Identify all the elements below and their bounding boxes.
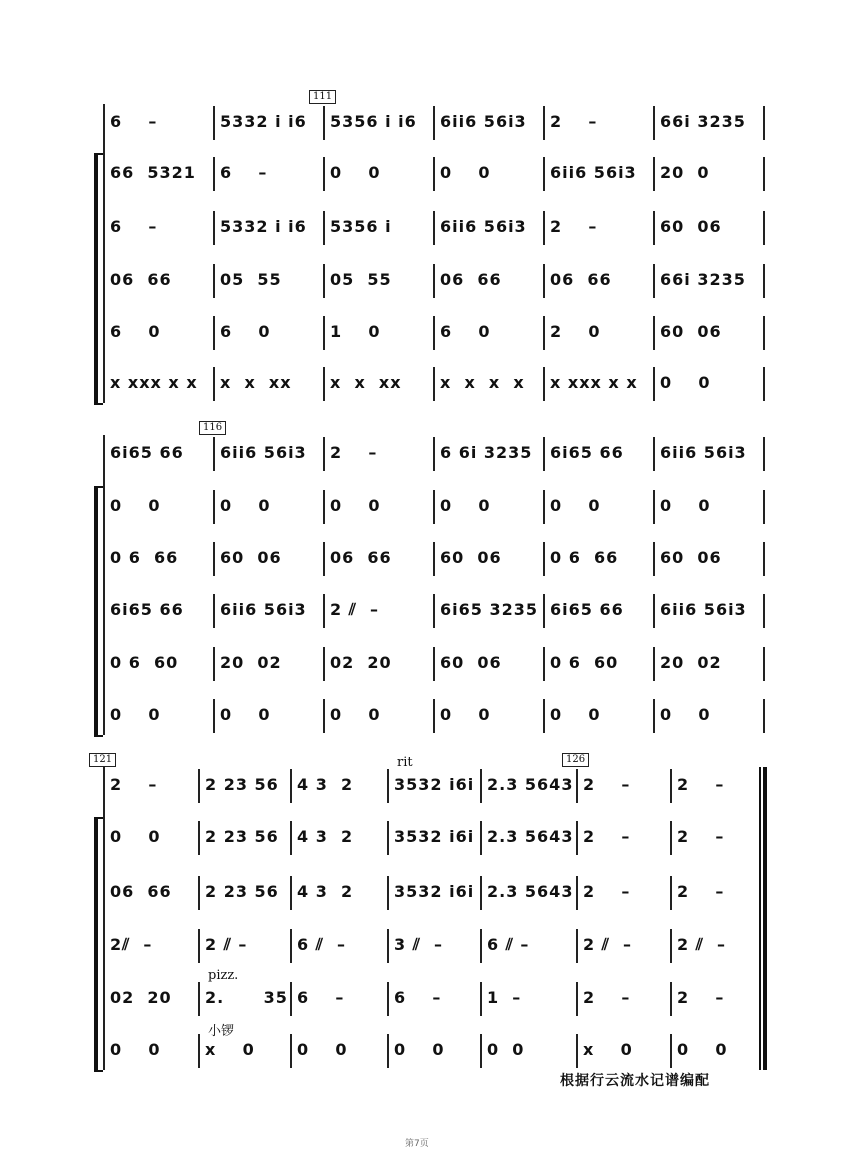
barline	[653, 316, 655, 350]
note-cell: 1 0	[330, 322, 381, 341]
note-cell: 2 0	[550, 322, 601, 341]
note-cell: 0 0	[394, 1040, 445, 1059]
barline	[323, 367, 325, 401]
note-cell: 60 06	[660, 217, 722, 236]
barline	[323, 542, 325, 576]
barline	[387, 1034, 389, 1068]
barline	[290, 1034, 292, 1068]
note-cell: 0 0	[660, 496, 711, 515]
note-cell: 0 0	[330, 496, 381, 515]
note-cell: 66i 3235	[660, 270, 746, 289]
note-cell: x x xx	[330, 373, 402, 392]
barline	[433, 211, 435, 245]
rehearsal-mark: 111	[309, 90, 336, 104]
barline	[323, 594, 325, 628]
note-cell: 2 23 56	[205, 775, 279, 794]
barline	[576, 982, 578, 1016]
rehearsal-mark: 116	[199, 421, 226, 435]
final-barline-thick	[763, 767, 767, 1070]
barline	[670, 821, 672, 855]
annotation: 小锣	[208, 1024, 235, 1039]
barline	[763, 542, 765, 576]
barline	[213, 647, 215, 681]
arrangement-credit: 根据行云流水记谱编配	[560, 1073, 710, 1089]
note-cell: 66i 3235	[660, 112, 746, 131]
note-cell: 5332 i i6	[220, 217, 307, 236]
barline	[763, 157, 765, 191]
note-cell: 2 –	[677, 882, 725, 901]
barline	[433, 316, 435, 350]
barline	[480, 821, 482, 855]
barline	[290, 821, 292, 855]
barline	[670, 769, 672, 803]
note-cell: 0 0	[330, 163, 381, 182]
note-cell: 0 6 60	[110, 653, 179, 672]
page-number: 第7页	[405, 1139, 429, 1149]
note-cell: 6 0	[220, 322, 271, 341]
note-cell: 2 23 56	[205, 827, 279, 846]
note-cell: 4 3 2	[297, 882, 354, 901]
note-cell: 6 ⫽ –	[487, 935, 530, 954]
note-cell: 6 0	[110, 322, 161, 341]
note-cell: 0 0	[220, 496, 271, 515]
barline	[213, 106, 215, 140]
barline	[198, 821, 200, 855]
note-cell: 0 0	[110, 1040, 161, 1059]
note-cell: 2.3 5643	[487, 827, 574, 846]
barline	[433, 106, 435, 140]
note-cell: 0 0	[440, 705, 491, 724]
note-cell: 6ii6 56i3	[440, 112, 527, 131]
barline	[433, 594, 435, 628]
barline	[670, 876, 672, 910]
note-cell: 3532 i6i	[394, 827, 475, 846]
barline	[653, 211, 655, 245]
barline	[213, 490, 215, 524]
note-cell: 0 0	[110, 496, 161, 515]
note-cell: 6ii6 56i3	[660, 443, 747, 462]
barline	[323, 157, 325, 191]
note-cell: 2 ⫽ –	[330, 600, 379, 619]
note-cell: 6 6i 3235	[440, 443, 533, 462]
barline	[480, 982, 482, 1016]
barline	[653, 647, 655, 681]
note-cell: 60 06	[440, 653, 502, 672]
note-cell: 2 ⫽ –	[583, 935, 632, 954]
barline	[213, 316, 215, 350]
barline	[670, 929, 672, 963]
note-cell: 6ii6 56i3	[440, 217, 527, 236]
barline	[433, 264, 435, 298]
note-cell: 6 ⫽ –	[297, 935, 346, 954]
barline	[433, 542, 435, 576]
barline	[198, 769, 200, 803]
note-cell: 2 –	[550, 112, 598, 131]
note-cell: 2 –	[677, 775, 725, 794]
barline	[433, 490, 435, 524]
barline	[198, 876, 200, 910]
barline	[480, 876, 482, 910]
barline	[387, 821, 389, 855]
note-cell: 0 6 66	[550, 548, 619, 567]
annotation: pizz.	[208, 968, 239, 983]
note-cell: 2 23 56	[205, 882, 279, 901]
barline	[213, 542, 215, 576]
note-cell: 2 –	[677, 827, 725, 846]
note-cell: x x xx	[220, 373, 292, 392]
note-cell: 0 0	[110, 705, 161, 724]
note-cell: 6i65 66	[550, 443, 624, 462]
barline	[213, 264, 215, 298]
note-cell: x xxx x x	[550, 373, 638, 392]
note-cell: 6 –	[110, 112, 158, 131]
barline	[198, 1034, 200, 1068]
note-cell: 2 –	[550, 217, 598, 236]
barline	[763, 490, 765, 524]
barline	[543, 437, 545, 471]
note-cell: 0 0	[660, 373, 711, 392]
note-cell: 2.3 5643	[487, 775, 574, 794]
barline	[576, 821, 578, 855]
note-cell: 4 3 2	[297, 827, 354, 846]
barline	[433, 647, 435, 681]
barline	[433, 367, 435, 401]
barline	[323, 316, 325, 350]
note-cell: 06 66	[330, 548, 392, 567]
barline	[323, 211, 325, 245]
barline	[576, 769, 578, 803]
note-cell: x x x x	[440, 373, 525, 392]
barline	[763, 211, 765, 245]
staff-bracket	[94, 486, 98, 737]
note-cell: 0 0	[550, 496, 601, 515]
note-cell: 06 66	[550, 270, 612, 289]
barline	[763, 106, 765, 140]
barline	[543, 316, 545, 350]
note-cell: 0 0	[220, 705, 271, 724]
barline	[543, 367, 545, 401]
note-cell: 0 0	[550, 705, 601, 724]
barline	[480, 769, 482, 803]
staff-bracket	[94, 153, 98, 405]
barline	[543, 264, 545, 298]
note-cell: 0 0	[297, 1040, 348, 1059]
note-cell: 20 0	[660, 163, 710, 182]
barline	[763, 367, 765, 401]
barline	[653, 264, 655, 298]
note-cell: 6 –	[220, 163, 268, 182]
barline	[653, 699, 655, 733]
note-cell: 6i65 3235	[440, 600, 538, 619]
note-cell: x 0	[583, 1040, 633, 1059]
note-cell: 6i65 66	[110, 600, 184, 619]
final-barline-thin	[759, 767, 761, 1070]
note-cell: 2 –	[583, 827, 631, 846]
staff-bracket	[94, 817, 98, 1072]
barline	[576, 929, 578, 963]
note-cell: 6ii6 56i3	[220, 443, 307, 462]
barline	[213, 437, 215, 471]
note-cell: 02 20	[110, 988, 172, 1007]
barline	[653, 157, 655, 191]
note-cell: 2 ⫽ –	[205, 935, 248, 954]
note-cell: 0 0	[440, 496, 491, 515]
note-cell: 5356 i	[330, 217, 392, 236]
note-cell: 02 20	[330, 653, 392, 672]
barline	[543, 106, 545, 140]
note-cell: 6ii6 56i3	[550, 163, 637, 182]
barline	[323, 699, 325, 733]
note-cell: 2 –	[583, 882, 631, 901]
rehearsal-mark: 126	[562, 753, 589, 767]
note-cell: 05 55	[220, 270, 282, 289]
barline	[576, 876, 578, 910]
note-cell: 60 06	[220, 548, 282, 567]
note-cell: 3 ⫽ –	[394, 935, 443, 954]
note-cell: 2 –	[583, 775, 631, 794]
barline	[103, 104, 105, 403]
note-cell: 0 0	[487, 1040, 525, 1059]
note-cell: 3532 i6i	[394, 775, 475, 794]
note-cell: 0 6 66	[110, 548, 179, 567]
barline	[387, 929, 389, 963]
note-cell: 05 55	[330, 270, 392, 289]
barline	[653, 437, 655, 471]
note-cell: 2 ⫽ –	[677, 935, 726, 954]
barline	[576, 1034, 578, 1068]
note-cell: 2. 35	[205, 988, 288, 1007]
barline	[103, 767, 105, 1070]
note-cell: 6ii6 56i3	[660, 600, 747, 619]
barline	[290, 982, 292, 1016]
barline	[763, 264, 765, 298]
barline	[323, 647, 325, 681]
barline	[323, 437, 325, 471]
note-cell: 0 0	[110, 827, 161, 846]
note-cell: 2.3 5643	[487, 882, 574, 901]
note-cell: 3532 i6i	[394, 882, 475, 901]
rehearsal-mark: 121	[89, 753, 116, 767]
note-cell: 6 –	[297, 988, 345, 1007]
note-cell: 6 –	[110, 217, 158, 236]
barline	[653, 542, 655, 576]
note-cell: 2 –	[330, 443, 378, 462]
note-cell: 4 3 2	[297, 775, 354, 794]
note-cell: 2 –	[677, 988, 725, 1007]
barline	[433, 437, 435, 471]
note-cell: 6ii6 56i3	[220, 600, 307, 619]
barline	[213, 157, 215, 191]
note-cell: 0 0	[660, 705, 711, 724]
barline	[290, 929, 292, 963]
note-cell: 5356 i i6	[330, 112, 417, 131]
barline	[103, 435, 105, 735]
note-cell: 2 –	[110, 775, 158, 794]
note-cell: 6 –	[394, 988, 442, 1007]
note-cell: 60 06	[440, 548, 502, 567]
barline	[543, 699, 545, 733]
note-cell: 0 6 60	[550, 653, 619, 672]
barline	[670, 1034, 672, 1068]
note-cell: 06 66	[110, 882, 172, 901]
barline	[653, 490, 655, 524]
barline	[543, 647, 545, 681]
barline	[763, 594, 765, 628]
barline	[543, 157, 545, 191]
barline	[387, 769, 389, 803]
barline	[323, 490, 325, 524]
barline	[198, 982, 200, 1016]
barline	[763, 316, 765, 350]
barline	[480, 1034, 482, 1068]
barline	[213, 699, 215, 733]
barline	[670, 982, 672, 1016]
note-cell: 5332 i i6	[220, 112, 307, 131]
note-cell: 20 02	[220, 653, 282, 672]
note-cell: 1 –	[487, 988, 522, 1007]
note-cell: 2 –	[583, 988, 631, 1007]
barline	[290, 876, 292, 910]
barline	[763, 647, 765, 681]
barline	[323, 106, 325, 140]
note-cell: 0 0	[677, 1040, 728, 1059]
barline	[763, 437, 765, 471]
note-cell: 20 02	[660, 653, 722, 672]
barline	[323, 264, 325, 298]
barline	[763, 699, 765, 733]
note-cell: 6 0	[440, 322, 491, 341]
barline	[653, 594, 655, 628]
barline	[387, 982, 389, 1016]
barline	[653, 106, 655, 140]
barline	[213, 594, 215, 628]
note-cell: 2⫽ –	[110, 935, 153, 954]
annotation: rit	[397, 755, 413, 770]
note-cell: x xxx x x	[110, 373, 198, 392]
note-cell: x 0	[205, 1040, 255, 1059]
barline	[213, 367, 215, 401]
barline	[543, 490, 545, 524]
note-cell: 6i65 66	[550, 600, 624, 619]
barline	[653, 367, 655, 401]
barline	[433, 157, 435, 191]
barline	[213, 211, 215, 245]
barline	[198, 929, 200, 963]
note-cell: 6i65 66	[110, 443, 184, 462]
barline	[543, 594, 545, 628]
barline	[433, 699, 435, 733]
note-cell: 06 66	[110, 270, 172, 289]
barline	[387, 876, 389, 910]
note-cell: 66 5321	[110, 163, 196, 182]
barline	[543, 542, 545, 576]
barline	[290, 769, 292, 803]
note-cell: 60 06	[660, 548, 722, 567]
barline	[480, 929, 482, 963]
barline	[543, 211, 545, 245]
note-cell: 0 0	[440, 163, 491, 182]
note-cell: 0 0	[330, 705, 381, 724]
note-cell: 06 66	[440, 270, 502, 289]
note-cell: 60 06	[660, 322, 722, 341]
